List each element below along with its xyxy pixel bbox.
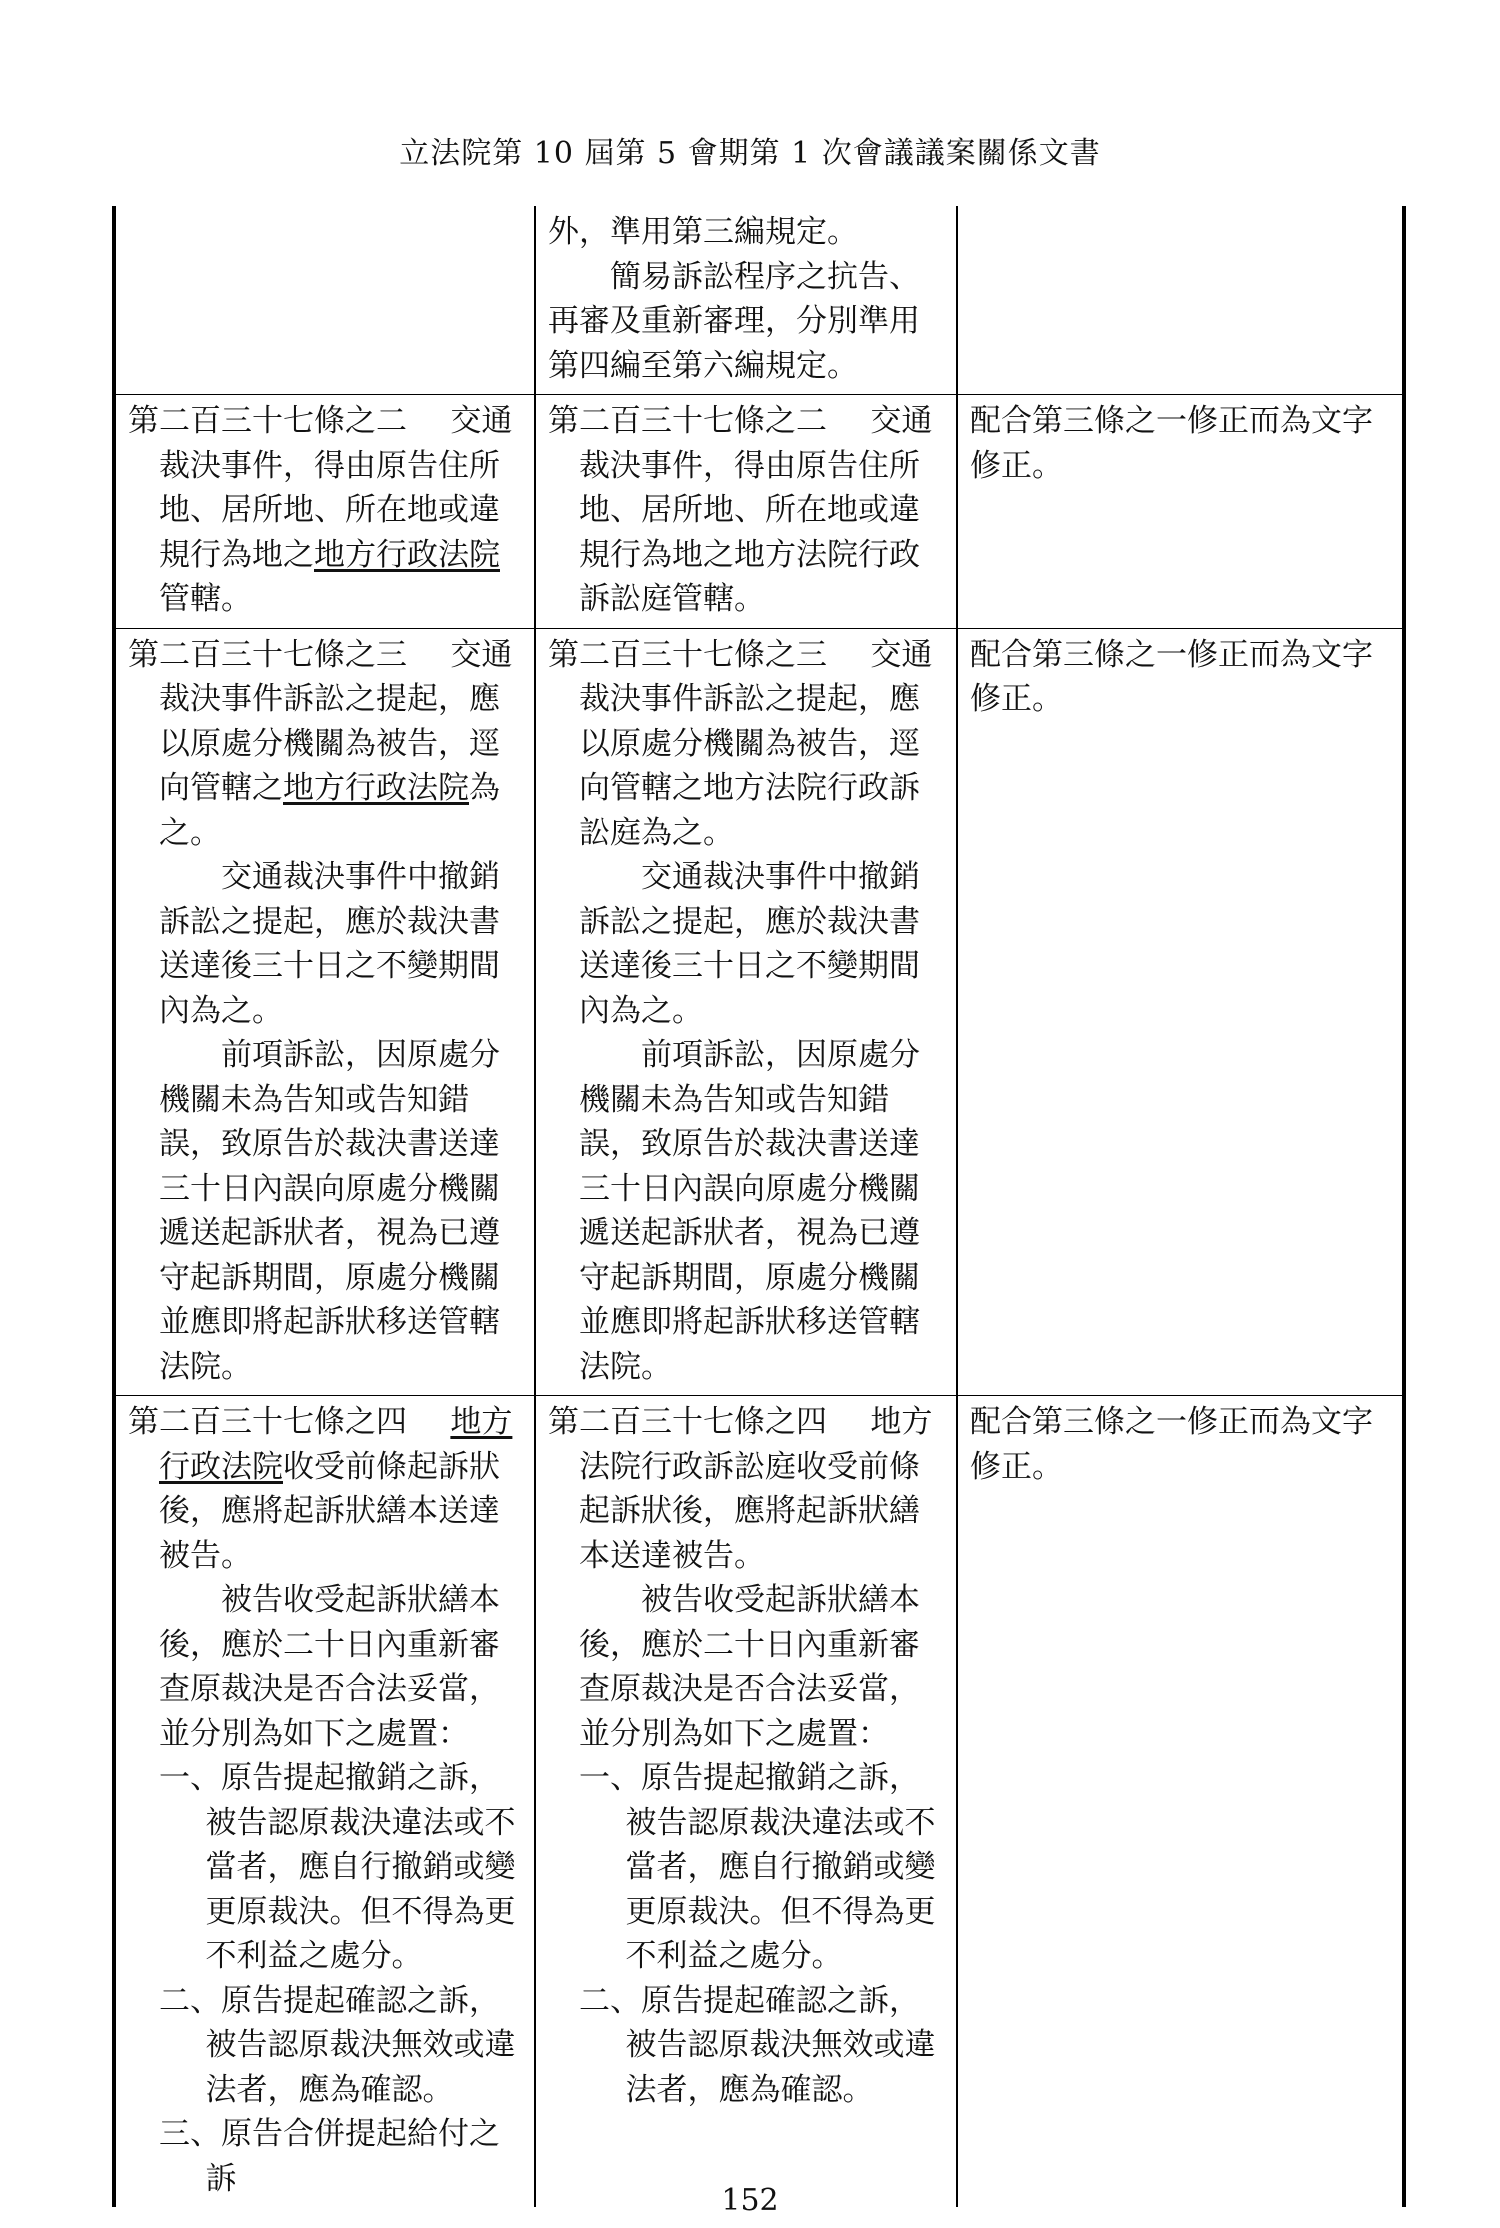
underlined-term: 地方行政法院 <box>314 536 500 573</box>
current-text: 外，準用第三編規定。 <box>548 214 858 250</box>
article-title: 第二百三十七條之三 <box>128 636 407 673</box>
note-cell <box>957 395 1404 629</box>
current-paragraph: 交通裁決事件中撤銷訴訟之提起，應於裁決書送達後三十日之不變期間內為之。 <box>579 859 920 1029</box>
current-paragraph: 簡易訴訟程序之抗告、再審及重新審理，分別準用第四編至第六編規定。 <box>548 258 920 384</box>
amendment-cell <box>114 1396 535 2208</box>
current-article: 第二百三十七條之三 交通裁決事件訴訟之提起，應以原處分機關為被告，逕向管轄之地方法院行政訴訟庭為之。 <box>548 636 933 851</box>
list-item: 二、原告提起確認之訴，被告認原裁決無效或違法者，應為確認。 <box>159 1982 516 2108</box>
amendment-item-wrap <box>128 1756 524 1979</box>
list-item: 一、原告提起撤銷之訴，被告認原裁決違法或不當者，應自行撤銷或變更原裁決。但不得為更不利益之處分。 <box>579 1760 936 1974</box>
note-text: 配合第三條之一修正而為文字修正。 <box>970 636 1373 717</box>
current-paragraph: 被告收受起訴狀繕本後，應於二十日內重新審查原裁決是否合法妥當，並分別為如下之處置： <box>579 1582 920 1752</box>
current-item-wrap <box>548 1979 946 2113</box>
note-text: 配合第三條之一修正而為文字修正。 <box>970 1404 1373 1485</box>
article-title: 第二百三十七條之二 <box>548 403 827 439</box>
amendment-paragraph-wrap <box>128 1033 524 1389</box>
document-header: 立法院第 10 屆第 5 會期第 1 次會議議案關係文書 <box>399 136 1101 171</box>
note-cell <box>957 628 1404 1396</box>
article-title: 第二百三十七條之二 <box>128 403 407 439</box>
amendment-cell <box>114 206 535 395</box>
table-row <box>114 1396 1404 2208</box>
amendment-item-wrap <box>128 1979 524 2113</box>
note-cell <box>957 1396 1404 2208</box>
list-item: 一、原告提起撤銷之訴，被告認原裁決違法或不當者，應自行撤銷或變更原裁決。但不得為更不利益之處分。 <box>159 1760 516 1974</box>
amendment-paragraph-wrap <box>128 1578 524 1756</box>
amendment-paragraph: 交通裁決事件中撤銷訴訟之提起，應於裁決書送達後三十日之不變期間內為之。 <box>159 859 500 1029</box>
current-cell <box>535 395 957 629</box>
current-cell <box>535 206 957 395</box>
current-article: 第二百三十七條之二 交通裁決事件，得由原告住所地、居所地、所在地或違規行為地之地方法院行政訴訟庭管轄。 <box>548 403 933 617</box>
amendment-paragraph: 被告收受起訴狀繕本後，應於二十日內重新審查原裁決是否合法妥當，並分別為如下之處置： <box>159 1582 500 1752</box>
current-paragraph-wrap <box>548 1033 946 1389</box>
amendment-paragraph-wrap <box>128 855 524 1033</box>
amendment-cell <box>114 628 535 1396</box>
current-paragraph: 前項訴訟，因原處分機關未為告知或告知錯誤，致原告於裁決書送達三十日內誤向原處分機關遞送起訴狀者，視為已遵守起訴期間，原處分機關並應即將起訴狀移送管轄法院。 <box>579 1037 920 1385</box>
amendment-paragraph: 前項訴訟，因原處分機關未為告知或告知錯誤，致原告於裁決書送達三十日內誤向原處分機關遞送起訴狀者，視為已遵守起訴期間，原處分機關並應即將起訴狀移送管轄法院。 <box>159 1037 500 1385</box>
underlined-term: 地方行政法院 <box>159 1404 513 1485</box>
article-title: 第二百三十七條之三 <box>548 636 827 673</box>
table-row <box>114 206 1404 395</box>
current-paragraph-wrap <box>548 855 946 1033</box>
list-item: 三、原告合併提起給付之訴 <box>159 2116 500 2197</box>
current-cell <box>535 1396 957 2208</box>
page-number: 152 <box>721 2183 779 2218</box>
current-cell <box>535 628 957 1396</box>
underlined-term: 地方行政法院 <box>283 770 469 806</box>
article-title: 第二百三十七條之四 <box>548 1404 827 1440</box>
list-item: 二、原告提起確認之訴，被告認原裁決無效或違法者，應為確認。 <box>579 1982 936 2108</box>
note-text: 配合第三條之一修正而為文字修正。 <box>970 403 1373 484</box>
table-row <box>114 395 1404 629</box>
article-title: 第二百三十七條之四 <box>128 1404 407 1440</box>
amendment-article: 第二百三十七條之四 地方行政法院收受前條起訴狀後，應將起訴狀繕本送達被告。 <box>128 1404 513 1574</box>
current-paragraph-wrap <box>548 1578 946 1756</box>
current-article: 第二百三十七條之四 地方法院行政訴訟庭收受前條起訴狀後，應將起訴狀繕本送達被告。 <box>548 1404 933 1574</box>
amendment-article: 第二百三十七條之二 交通裁決事件，得由原告住所地、居所地、所在地或違規行為地之地方行政法院管轄。 <box>128 403 513 617</box>
amendment-cell <box>114 395 535 629</box>
amendment-article: 第二百三十七條之三 交通裁決事件訴訟之提起，應以原處分機關為被告，逕向管轄之地方行政法院為之。 <box>128 636 513 851</box>
table-row <box>114 628 1404 1396</box>
current-item-wrap <box>548 1756 946 1979</box>
note-cell <box>957 206 1404 395</box>
comparison-table <box>112 206 1406 2207</box>
